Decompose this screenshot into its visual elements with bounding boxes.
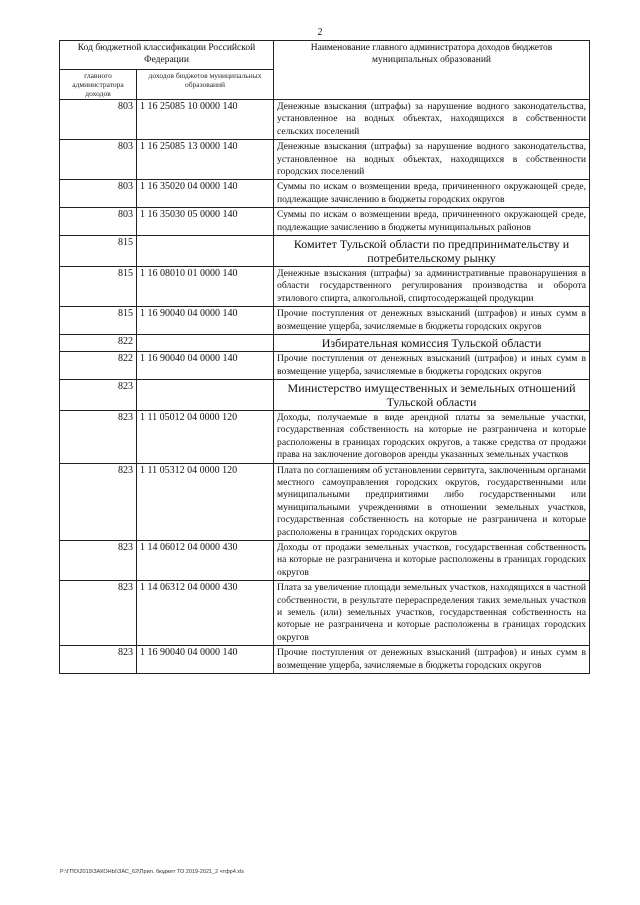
table-row [60, 267, 590, 307]
income-code-cell [137, 379, 274, 410]
header-code-column: доходов бюджетов муниципальных образований [137, 70, 274, 100]
admin-code-cell: 815 [60, 307, 137, 335]
income-code-cell [137, 236, 274, 267]
admin-code-cell: 823 [60, 581, 137, 646]
income-name-cell: Доходы, получаемые в виде арендной платы за земельные участки, государственная собственность на которые не разграничена и которые расположены в границах городских округов, а также средства от продажи права на заключение договоров аренды указанных земельных участков [274, 410, 590, 463]
admin-code-cell: 823 [60, 540, 137, 580]
table-row [60, 208, 590, 236]
table-section-row [60, 236, 590, 267]
income-name-cell: Денежные взыскания (штрафы) за нарушение водного законодательства, установленное на водных объектах, находящихся в собственности сельских поселений [274, 100, 590, 140]
table-row [60, 140, 590, 180]
income-code-cell: 1 16 35020 04 0000 140 [137, 180, 274, 208]
table-row [60, 307, 590, 335]
admin-code-cell: 815 [60, 267, 137, 307]
income-code-cell: 1 16 90040 04 0000 140 [137, 352, 274, 380]
table-row [60, 100, 590, 140]
footer-file-path: P:\ГПО\2019\ЗАКОНЫ\ЗАС_62\Прил. бюджет ТО 2019-2021_2 чтфр4.xls [60, 869, 245, 875]
table-row [60, 540, 590, 580]
table-section-row [60, 335, 590, 352]
table-row [60, 352, 590, 380]
income-code-cell: 1 16 25085 13 0000 140 [137, 140, 274, 180]
income-code-cell: 1 16 08010 01 0000 140 [137, 267, 274, 307]
header-code-group: Код бюджетной классификации Российской Федерации [60, 41, 274, 70]
table-row [60, 646, 590, 674]
income-code-cell: 1 11 05312 04 0000 120 [137, 463, 274, 540]
income-name-cell: Прочие поступления от денежных взысканий (штрафов) и иных сумм в возмещение ущерба, зачисляемые в бюджеты городских округов [274, 352, 590, 380]
income-code-cell: 1 11 05012 04 0000 120 [137, 410, 274, 463]
income-name-cell: Денежные взыскания (штрафы) за административные правонарушения в области государственного регулирования производства и оборота этилового спирта, алкогольной, спиртосодержащей продукции [274, 267, 590, 307]
admin-code-cell: 823 [60, 463, 137, 540]
income-code-cell: 1 16 25085 10 0000 140 [137, 100, 274, 140]
admin-code-cell: 803 [60, 100, 137, 140]
table-body [60, 100, 590, 674]
income-name-cell: Прочие поступления от денежных взысканий (штрафов) и иных сумм в возмещение ущерба, зачисляемые в бюджеты городских округов [274, 307, 590, 335]
income-name-cell: Доходы от продажи земельных участков, государственная собственность на которые не разграничена и которые расположены в границах городских округов [274, 540, 590, 580]
income-code-cell: 1 14 06012 04 0000 430 [137, 540, 274, 580]
admin-code-cell: 803 [60, 180, 137, 208]
admin-code-cell: 823 [60, 646, 137, 674]
page-number: 2 [317, 27, 323, 38]
administrator-name-cell: Министерство имущественных и земельных отношений Тульской области [274, 379, 590, 410]
budget-classification-table [59, 40, 590, 674]
income-name-cell: Суммы по искам о возмещении вреда, причиненного окружающей среде, подлежащие зачислению в бюджеты городских округов [274, 180, 590, 208]
table-row [60, 581, 590, 646]
income-code-cell: 1 16 35030 05 0000 140 [137, 208, 274, 236]
income-name-cell: Денежные взыскания (штрафы) за нарушение водного законодательства, установленное на водных объектах, находящихся в собственности городских поселений [274, 140, 590, 180]
income-name-cell: Плата по соглашениям об установлении сервитута, заключенным органами местного самоуправления городских округов, государственными или муниципальными предприятиями либо государственными или муниципальными учреждениями в отношении земельных участков, государственная собственность на которые не разграничена и которые расположены в границах городских округов [274, 463, 590, 540]
income-code-cell: 1 16 90040 04 0000 140 [137, 646, 274, 674]
income-name-cell: Прочие поступления от денежных взысканий (штрафов) и иных сумм в возмещение ущерба, зачисляемые в бюджеты городских округов [274, 646, 590, 674]
admin-code-cell: 815 [60, 236, 137, 267]
income-name-cell: Плата за увеличение площади земельных участков, находящихся в частной собственности, в результате перераспределения таких земельных участков и земель (или) земельных участков, государственная собственность на которые не разграничена и которые расположены в границах городских округов [274, 581, 590, 646]
header-name-column: Наименование главного администратора доходов бюджетов муниципальных образований [274, 41, 590, 100]
income-name-cell: Суммы по искам о возмещении вреда, причиненного окружающей среде, подлежащие зачислению в бюджеты муниципальных районов [274, 208, 590, 236]
table-section-row [60, 379, 590, 410]
income-code-cell [137, 335, 274, 352]
table-row [60, 463, 590, 540]
admin-code-cell: 823 [60, 410, 137, 463]
admin-code-cell: 803 [60, 208, 137, 236]
administrator-name-cell: Комитет Тульской области по предпринимательству и потребительскому рынку [274, 236, 590, 267]
administrator-name-cell: Избирательная комиссия Тульской области [274, 335, 590, 352]
table-row [60, 180, 590, 208]
admin-code-cell: 823 [60, 379, 137, 410]
admin-code-cell: 803 [60, 140, 137, 180]
table-row [60, 410, 590, 463]
admin-code-cell: 822 [60, 352, 137, 380]
income-code-cell: 1 16 90040 04 0000 140 [137, 307, 274, 335]
admin-code-cell: 822 [60, 335, 137, 352]
header-admin-column: главного администратора доходов [60, 70, 137, 100]
income-code-cell: 1 14 06312 04 0000 430 [137, 581, 274, 646]
table-header [60, 41, 590, 100]
